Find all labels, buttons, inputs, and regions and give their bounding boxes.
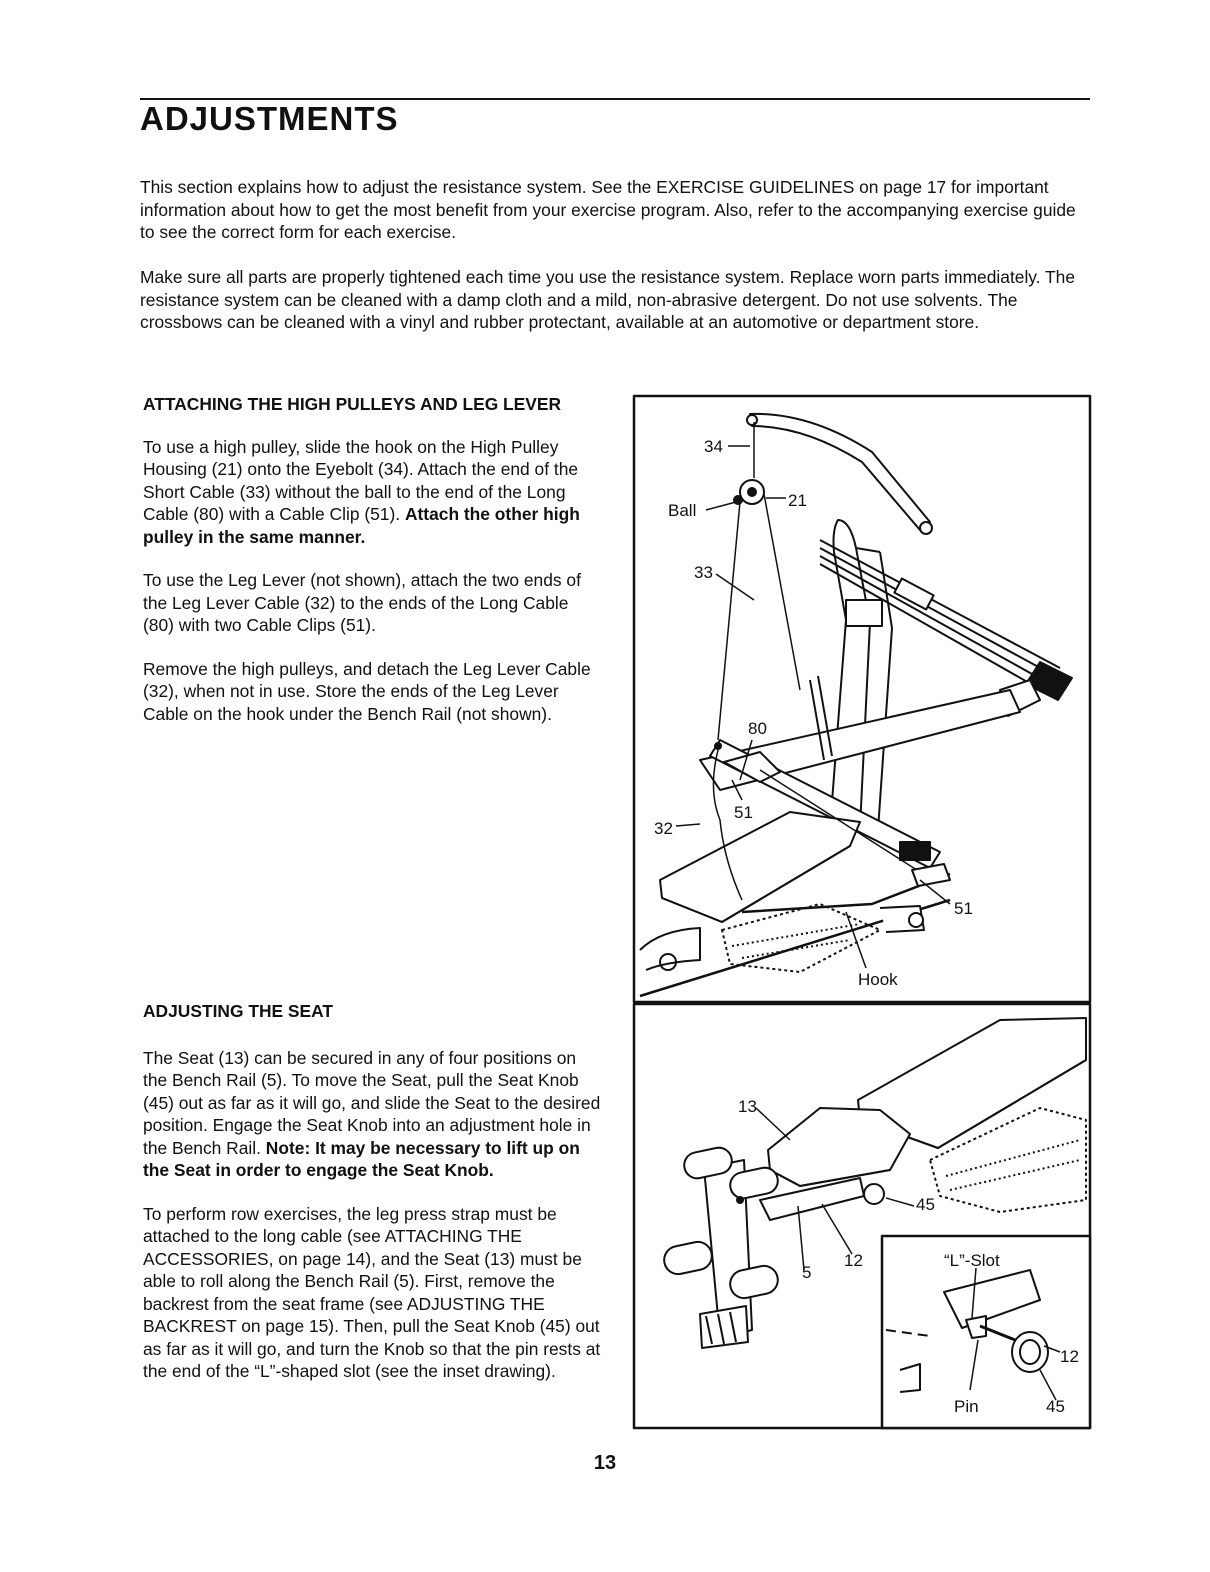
eyebolt-ring [747, 415, 757, 425]
page-number: 13 [593, 1452, 617, 1474]
label-rail: 5 [802, 1263, 812, 1282]
pulley-axle [748, 488, 756, 496]
high-pulleys-paragraph-3: Remove the high pulleys, and detach the Leg Lever Cable (32), when not in use. Store the ends of the Leg Lever Cable on the hook under the Bench Rail (not shown). [143, 658, 591, 724]
leader-33 [716, 574, 754, 600]
upright-post [830, 520, 870, 828]
high-pulleys-paragraph-2: To use the Leg Lever (not shown), attach the two ends of the Leg Lever Cable (32) to the ends of the Long Cable (80) with two Cable Clips (51). [143, 570, 581, 635]
leader-5 [798, 1206, 804, 1270]
seat-paragraph-2: To perform row exercises, the leg press strap must be attached to the long cable (see ATTACHING THE ACCESSORIES, on page 14), and the Seat (13) must be able to roll along the Bench Rail (5). First, remove the backrest from the seat frame (see ADJUSTING THE BACKREST on page 15). Then, pull the Seat Knob (45) out as far as it will go, and turn the Knob so that the pin rests at the end of the “L”-shaped slot (see the inset drawing). [143, 1203, 601, 1381]
page-title: ADJUSTMENTS [140, 100, 399, 137]
seat-bold-note: Note: It may be necessary to lift up on the Seat in order to engage the Seat Knob. [143, 1137, 580, 1180]
section-heading-high-pulleys: ATTACHING THE HIGH PULLEYS AND LEG LEVER [143, 394, 562, 414]
leader-12 [822, 1204, 852, 1254]
label-short-cable: 33 [694, 563, 713, 582]
inset-label-knob: 45 [1046, 1397, 1065, 1416]
intro-paragraph-2: Make sure all parts are properly tightened each time you use the resistance system. Replace worn parts immediately. The resistance system can be cleaned with a damp cloth and a mild, non-abrasive detergent. Do not use solvents. The crossbows can be cleaned with a vinyl and rubber protectant, available at an automotive or department store. [140, 267, 1076, 332]
leader-45 [886, 1198, 914, 1206]
foot-plate [722, 904, 880, 972]
leader-32 [676, 824, 700, 826]
label-seat: 13 [738, 1097, 757, 1116]
label-clip-right: 51 [954, 899, 973, 918]
high-pulleys-text-1: To use a high pulley, slide the hook on the High Pulley Housing (21) onto the Eyebolt (34). Attach the end of the Short Cable (33) without the ball to the end of the Long Cable (80) with a Cable Clip (51). [143, 436, 579, 524]
figure-high-pulleys [634, 396, 1090, 1002]
leader-ball [706, 502, 736, 510]
cable-clip-left-dot [715, 743, 721, 749]
short-cable [718, 502, 740, 740]
inset-label-slot: “L”-Slot [944, 1251, 1000, 1270]
label-long-cable: 80 [748, 719, 767, 738]
rear-wheel [909, 913, 923, 927]
label-clip-left: 51 [734, 803, 753, 822]
arm-pivot [737, 1197, 743, 1203]
lower-roller-left [662, 1239, 715, 1276]
label-eyebolt: 34 [704, 437, 723, 456]
inset-label-pin: Pin [954, 1397, 979, 1416]
figure-seat [634, 1004, 1090, 1428]
crossbow-hub [894, 578, 933, 609]
label-ball: Ball [668, 501, 697, 520]
rail-end-block [900, 842, 930, 860]
clip-right-bracket [912, 864, 950, 886]
inset-label-frame: 12 [1060, 1347, 1079, 1366]
top-arm [750, 414, 930, 530]
front-wheel-arc [640, 928, 700, 970]
section-heading-seat: ADJUSTING THE SEAT [143, 1001, 334, 1021]
high-pulleys-bold-note: Attach the other high pulley in the same manner. [143, 504, 580, 547]
arm-end-cap [920, 522, 932, 534]
leader-13 [756, 1108, 790, 1140]
label-hook: Hook [858, 970, 898, 989]
post-strap [846, 600, 882, 626]
seat-knob [864, 1184, 884, 1204]
intro-paragraph-1: This section explains how to adjust the resistance system. See the EXERCISE GUIDELINES on page 17 for important information about how to get the most benefit from your exercise program. Also, refer to the accompanying exercise guide to see the correct form for each exercise. [140, 177, 1076, 242]
seat-text-1: The Seat (13) can be secured in any of four positions on the Bench Rail (5). To move the Seat, pull the Seat Knob (45) out as far as it will go, and slide the Seat to the desired position. Engage the Seat Knob into an adjustment hole in the Bench Rail. [143, 1047, 601, 1158]
upright-edge [856, 548, 880, 552]
long-cable-upper [764, 494, 800, 690]
label-knob: 45 [916, 1195, 935, 1214]
inset-knob [1012, 1332, 1048, 1372]
label-housing: 21 [788, 491, 807, 510]
seat-cushion [768, 1108, 910, 1186]
label-frame: 12 [844, 1251, 863, 1270]
label-leg-cable: 32 [654, 819, 673, 838]
